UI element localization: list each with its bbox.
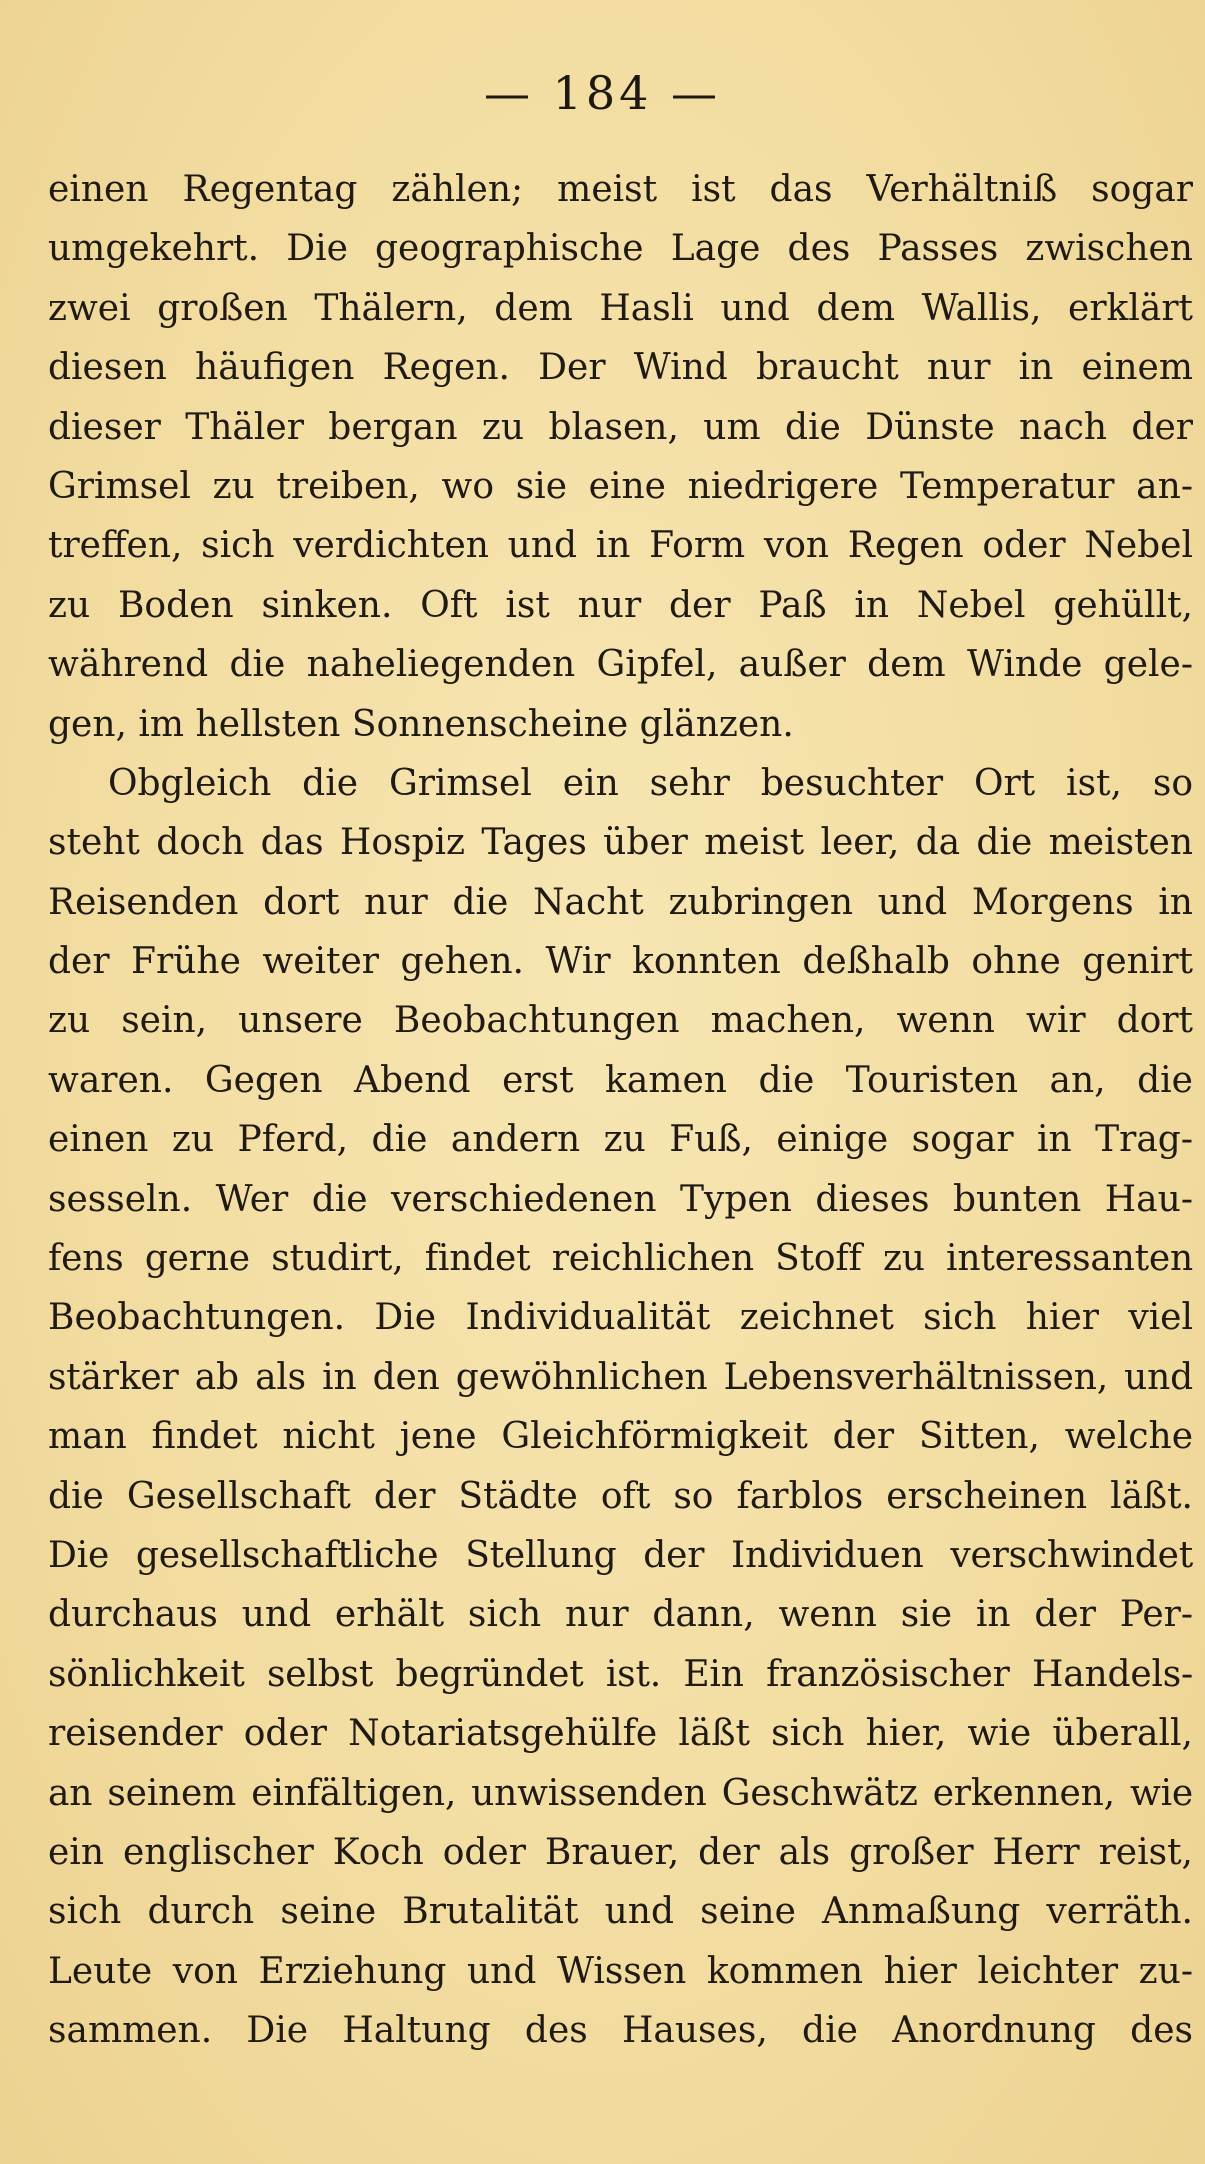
text-line: steht doch das Hospiz Tages über meist leer, da die meisten: [48, 822, 1193, 864]
text-line: durchaus und erhält sich nur dann, wenn sie in der Per-: [48, 1594, 1193, 1636]
paragraph-end-line: gen, im hellsten Sonnenscheine glänzen.: [48, 703, 794, 745]
text-line: der Frühe weiter gehen. Wir konnten deßhalb ohne genirt: [48, 941, 1193, 983]
text-line: einen Regentag zählen; meist ist das Verhältniß sogar: [48, 169, 1193, 210]
text-line: diesen häufigen Regen. Der Wind braucht nur in einem: [48, 347, 1193, 389]
text-line: waren. Gegen Abend erst kamen die Touristen an, die: [48, 1059, 1193, 1101]
text-line: Die gesellschaftliche Stellung der Individuen verschwindet: [48, 1534, 1193, 1576]
paragraph-start-line: Obgleich die Grimsel ein sehr besuchter Ort ist, so: [108, 762, 1193, 804]
text-line: ein englischer Koch oder Brauer, der als großer Herr reist,: [48, 1831, 1193, 1873]
page-number: — 184 —: [483, 66, 722, 120]
text-line: Beobachtungen. Die Individualität zeichnet sich hier viel: [48, 1297, 1193, 1339]
text-line: treffen, sich verdichten und in Form von Regen oder Nebel: [48, 525, 1193, 567]
text-line: Leute von Erziehung und Wissen kommen hier leichter zu-: [48, 1950, 1193, 1992]
text-line: sönlichkeit selbst begründet ist. Ein französischer Handels-: [48, 1653, 1193, 1695]
text-line: Reisenden dort nur die Nacht zubringen und Morgens in: [48, 881, 1193, 923]
text-line: stärker ab als in den gewöhnlichen Lebensverhältnissen, und: [48, 1356, 1193, 1398]
body-text: [48, 160, 1193, 2061]
text-line: fens gerne studirt, findet reichlichen Stoff zu interessanten: [48, 1238, 1193, 1280]
text-line: während die naheliegenden Gipfel, außer dem Winde gele-: [48, 644, 1193, 686]
text-line: Grimsel zu treiben, wo sie eine niedrigere Temperatur an-: [48, 465, 1193, 507]
text-line: zu Boden sinken. Oft ist nur der Paß in Nebel gehüllt,: [48, 584, 1193, 626]
text-line: reisender oder Notariatsgehülfe läßt sich hier, wie überall,: [48, 1713, 1193, 1755]
text-line: umgekehrt. Die geographische Lage des Passes zwischen: [48, 228, 1193, 270]
text-line: sesseln. Wer die verschiedenen Typen dieses bunten Hau-: [48, 1178, 1193, 1220]
text-line: zwei großen Thälern, dem Hasli und dem Wallis, erklärt: [48, 287, 1193, 329]
text-line: dieser Thäler bergan zu blasen, um die Dünste nach der: [48, 406, 1193, 448]
text-line: zu sein, unsere Beobachtungen machen, wenn wir dort: [48, 1000, 1193, 1042]
text-line: einen zu Pferd, die andern zu Fuß, einige sogar in Trag-: [48, 1119, 1193, 1161]
text-line: die Gesellschaft der Städte oft so farblos erscheinen läßt.: [48, 1475, 1193, 1517]
text-line: an seinem einfältigen, unwissenden Geschwätz erkennen, wie: [48, 1772, 1193, 1814]
text-line: man findet nicht jene Gleichförmigkeit der Sitten, welche: [48, 1416, 1193, 1458]
text-line: sammen. Die Haltung des Hauses, die Anordnung des: [48, 2010, 1193, 2052]
text-line: sich durch seine Brutalität und seine Anmaßung verräth.: [48, 1891, 1193, 1933]
